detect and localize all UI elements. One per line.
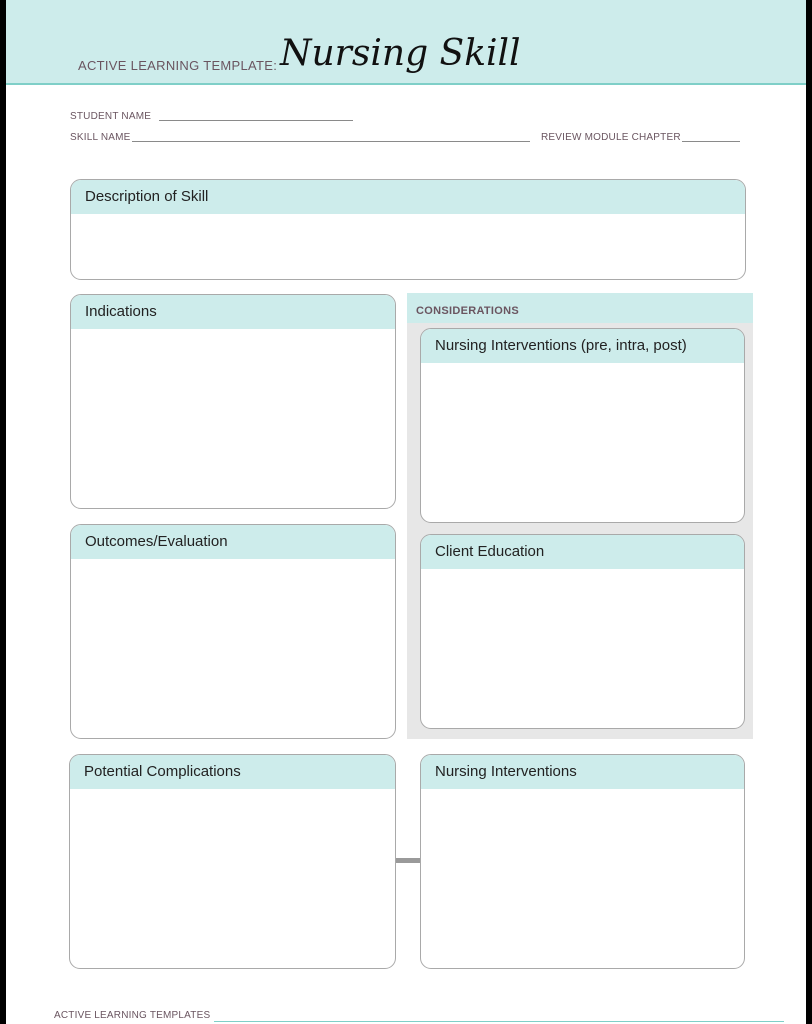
potential-complications-input[interactable]: [70, 789, 395, 968]
footer-label: ACTIVE LEARNING TEMPLATES: [54, 1010, 211, 1021]
outcomes-input[interactable]: [71, 559, 395, 738]
nursing-interventions-box: [420, 754, 745, 969]
student-name-field[interactable]: [159, 120, 353, 121]
nursing-interventions-pip-heading: Nursing Interventions (pre, intra, post): [421, 329, 744, 363]
nursing-interventions-pip-box: [420, 328, 745, 523]
outcomes-box: [70, 524, 396, 739]
indications-box: [70, 294, 396, 509]
description-box: [70, 179, 746, 280]
considerations-label: CONSIDERATIONS: [416, 305, 520, 317]
skill-name-label: SKILL NAME: [70, 132, 131, 143]
nursing-interventions-pip-input[interactable]: [421, 363, 744, 522]
connector-bar: [396, 858, 420, 863]
potential-complications-box: [69, 754, 396, 969]
indications-heading: Indications: [71, 295, 395, 329]
header-band: [6, 0, 806, 85]
considerations-header: [407, 293, 753, 323]
review-module-chapter-field[interactable]: [682, 141, 740, 142]
template-page: [6, 0, 806, 1024]
nursing-interventions-input[interactable]: [421, 789, 744, 968]
page-title: Nursing Skill: [280, 33, 521, 74]
client-education-heading: Client Education: [421, 535, 744, 569]
client-education-box: [420, 534, 745, 729]
nursing-interventions-heading: Nursing Interventions: [421, 755, 744, 789]
client-education-input[interactable]: [421, 569, 744, 728]
outcomes-heading: Outcomes/Evaluation: [71, 525, 395, 559]
description-input[interactable]: [71, 214, 745, 279]
footer-divider: [214, 1021, 784, 1022]
skill-name-field[interactable]: [132, 141, 530, 142]
review-module-chapter-label: REVIEW MODULE CHAPTER: [541, 132, 681, 143]
student-name-label: STUDENT NAME: [70, 111, 152, 122]
description-heading: Description of Skill: [71, 180, 745, 214]
potential-complications-heading: Potential Complications: [70, 755, 395, 789]
header-prefix: ACTIVE LEARNING TEMPLATE:: [78, 58, 278, 73]
indications-input[interactable]: [71, 329, 395, 508]
